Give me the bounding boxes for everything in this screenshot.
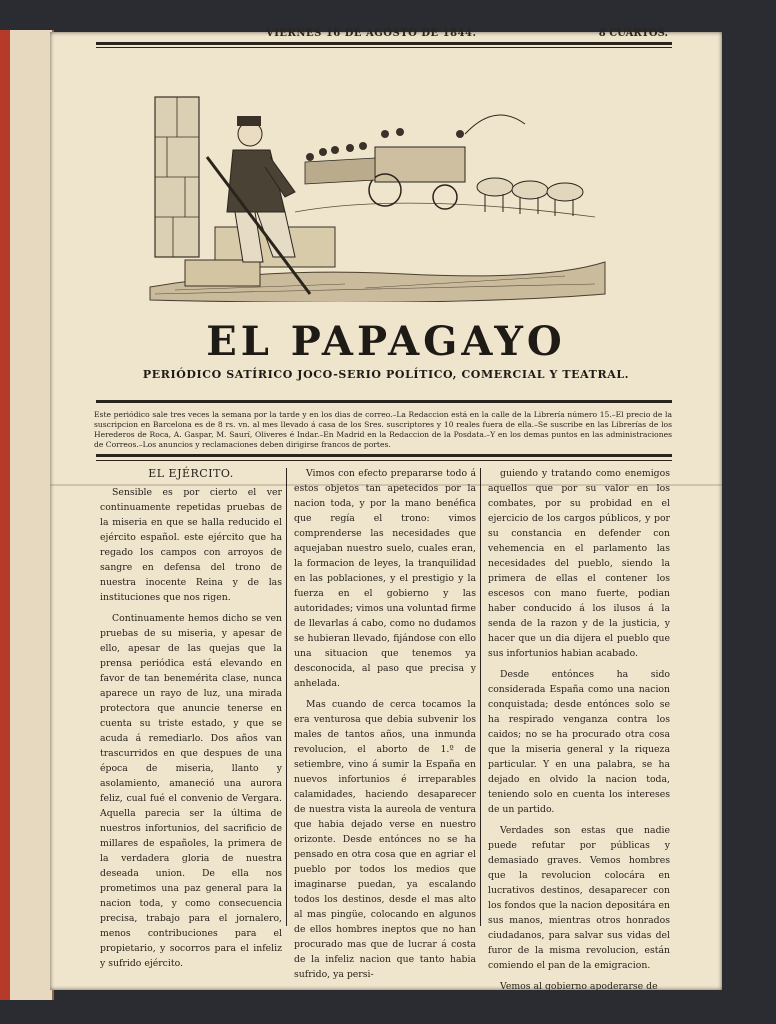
paragraph: Verdades son estas que nadie puede refutar por públicas y demasiado graves. Vemos hombres que la revolucion colocára en lucrativos destinos, desaparecer con los fondos que la nacion depositára en sus manos, mientras otros honrados ciudadanos, para salvar sus vidas del furor de la misma revolucion, están comiendo el pan de la emigracion. [488,825,670,971]
paragraph: Mas cuando de cerca tocamos la era venturosa que debia subvenir los males de tantos años, una inmunda revolucion, el aborto de 1.º de setiembre, vino á sumir la España en nuevos infortunios é irreparables calamidades, haciendo desaparecer de nuestra vista la aureola de ventura que habia dejado verse en nuestro orizonte. Desde entónces no se ha pensado en otra cosa que en agriar el pueblo por todos los medios que imaginarse puedan, ya escalando todos los destinos, desde el mas alto al mas pingüe, colocando en algunos de ellos hombres ineptos que no han procurado mas que de lucrar á costa de la infeliz nacion que tanto habia sufrido, ya persi- [294,699,476,980]
top-rule-thin [96,47,672,48]
notice-rule-top [96,400,672,403]
paragraph: guiendo y tratando como enemigos aquellos que por su valor en los combates, por su probidad en el ejercicio de los cargos públicos, y por su constancia en defender con vehemencia en el parlamento las necesidades del pueblo, siendo la primera de ellas el contener los escesos con mano fuerte, podian haber conducido á los ilusos á la senda de la razon y de la justicia, y hacer que un dia dijera el pueblo que sus infortunios habian acabado. [488,468,670,659]
paragraph: Vemos al gobierno apoderarse de [500,981,658,992]
article-title: EL EJÉRCITO. [148,467,234,480]
column-divider [480,468,481,926]
notice-rule-bottom [96,454,672,457]
column-divider [286,468,287,926]
issue-price: 8 CUARTOS. [598,28,668,39]
paragraph: Sensible es por cierto el ver continuamente repetidas pruebas de la miseria en que se halla reducido el ejército español. este ejército que ha regado los campos con arroyos de sangre en defensa del trono de nuestra inocente Reina y de las instituciones que nos rigen. [100,487,282,603]
subscription-notice: Este periódico sale tres veces la semana por la tarde y en los dias de correo.–La Redaccion está en la calle de la Librería número 15.–El precio de la suscripcion en Barcelona es de 8 rs. vn. al mes llevado á casa de los Sres. suscriptores y 10 reales fuera de ella.–Se suscribe en las Librerías de los Herederos de Roca, A. Gaspar, M. Saurí, Oliveres é Indar.–En Madrid en la Redaccion de la Posdata.–Y en los demas puntos en las administraciones de Correos.–Los anuncios y reclamaciones deben dirigirse francos de portes. [94,410,672,449]
newspaper-page [50,28,722,992]
book-binding [0,30,54,1000]
paragraph: Desde entónces ha sido considerada España como una nacion conquistada; desde entónces solo se ha respirado venganza contra los caidos; no se ha procurado otra cosa que la miseria general y la riqueza particular. Y en una palabra, se ha dejado en olvido la nacion toda, teniendo solo en cuenta los intereses de un partido. [488,669,670,815]
notice-rule-thin [96,460,672,461]
article-column-2 [294,466,476,988]
paragraph: Continuamente hemos dicho se ven pruebas de su miseria, y apesar de ello, apesar de las quejas que la prensa periódica está elevando en favor de tan benemérita clase, nunca aparece un rayo de luz, una mirada protectora que anuncie tenerse en cuenta su triste estado, y que se acuda á remediarlo. Dos años van trascurridos en que despues de una época de miseria, llanto y asolamiento, amaneció una aurora feliz, cual fué el convenio de Vergara. Aquella parecia ser la última de nuestros infortunios, del sacrificio de millares de españoles, la primera de la verdadera gloria de nuestra deseada union. De ella nos prometimos una paz general para la nacion toda, y como consecuencia precisa, trabajo para el jornalero, menos contribuciones para el propietario, y socorros para el infeliz y sufrido ejército. [100,613,282,969]
masthead-title: EL PAPAGAYO [206,318,566,365]
engraving-soldier-and-carriage-icon [145,62,615,302]
paragraph: Vimos con efecto prepararse todo á estos objetos tan apetecidos por la nacion toda, y por la mano benéfica que regía el trono: vimos comprenderse las necesidades que aquejaban nuestro suelo, cuales eran, la formacion de leyes, la tranquilidad en las poblaciones, y el prestigio y la fuerza en el gobierno y las autoridades; vimos una voluntad firme de llevarlas á cabo, como no dudamos se hubieran llevado, fijándose con ello una situacion que tenemos ya desconocida, al paso que precisa y anhelada. [294,468,476,689]
article-column-3 [488,466,670,1000]
binding-red-edge [0,30,10,1000]
article-column-1 [100,466,282,977]
issue-date: VIERNES 16 DE AGOSTO DE 1844. [266,28,477,39]
masthead-subtitle: PERIÓDICO SATÍRICO JOCO-SERIO POLÍTICO, COMERCIAL Y TEATRAL. [142,368,630,381]
top-rule [96,42,672,45]
